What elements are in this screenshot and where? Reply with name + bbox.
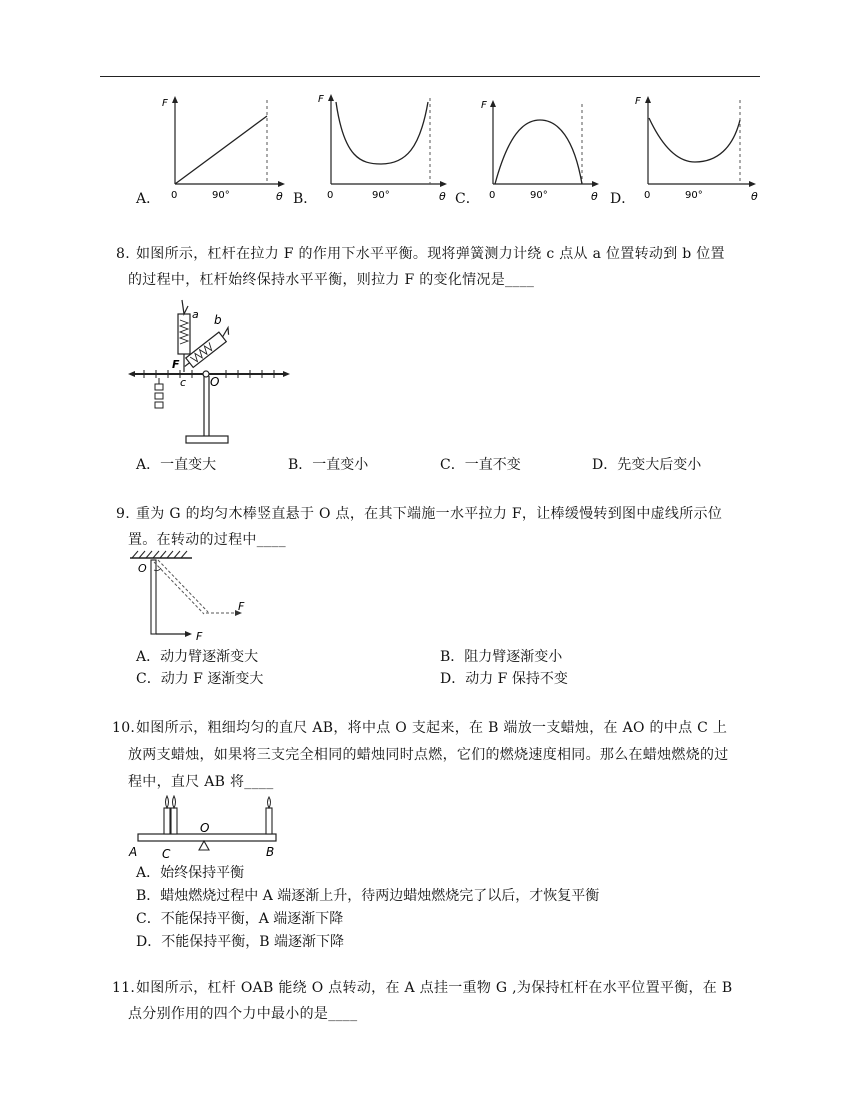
graph-c-x-label: θ xyxy=(591,190,598,203)
q9-label-F-dashed: F xyxy=(238,600,245,613)
q8-label-c: c xyxy=(180,376,187,389)
q9-line1: 重为 G 的均匀木棒竖直悬于 O 点，在其下端施一水平拉力 F，让棒缓慢转到图中虚线所示位 xyxy=(136,506,723,522)
q8-option-b[interactable]: B．一直变小 xyxy=(288,457,369,473)
q10-line1: 如图所示，粗细均匀的直尺 AB，将中点 O 支起来，在 B 端放一支蜡烛，在 AO 的中点 C 上 xyxy=(136,720,728,736)
q9-label-O: O xyxy=(138,562,147,575)
graph-d-y-label: F xyxy=(635,96,641,107)
graph-d-origin: 0 xyxy=(644,190,651,201)
q9-option-c[interactable]: C．动力 F 逐渐变大 xyxy=(136,671,264,687)
graph-a-y-label: F xyxy=(162,98,168,109)
graph-c-origin: 0 xyxy=(489,190,496,201)
q8-figure xyxy=(126,296,296,448)
q10-line3: 程中，直尺 AB 将____ xyxy=(128,774,274,790)
graph-b-origin: 0 xyxy=(327,190,334,201)
q8-label-a: a xyxy=(192,308,199,321)
q11-number: 11. xyxy=(112,980,136,996)
q8-number: 8. xyxy=(116,246,130,262)
q10-label-A: A xyxy=(129,845,138,859)
graph-b xyxy=(316,88,456,206)
q8-label-F: F xyxy=(172,358,180,371)
q10-option-a[interactable]: A．始终保持平衡 xyxy=(136,865,245,881)
q9-option-a[interactable]: A．动力臂逐渐变大 xyxy=(136,649,259,665)
graph-b-tick-90: 90° xyxy=(372,190,390,201)
q10-figure xyxy=(126,792,286,860)
q10-line2: 放两支蜡烛，如果将三支完全相同的蜡烛同时点燃，它们的燃烧速度相同。那么在蜡烛燃烧的过 xyxy=(128,747,729,763)
graph-b-letter: B． xyxy=(293,191,318,207)
q9-number: 9. xyxy=(116,506,130,522)
q8-option-c[interactable]: C．一直不变 xyxy=(440,457,521,473)
graph-a-x-label: θ xyxy=(276,190,283,203)
graph-c-tick-90: 90° xyxy=(530,190,548,201)
graph-a-origin: 0 xyxy=(171,190,178,201)
graph-b-y-label: F xyxy=(318,94,324,105)
q11-line1: 如图所示，杠杆 OAB 能绕 O 点转动，在 A 点挂一重物 G ,为保持杠杆在水平位置平衡，在 B xyxy=(136,980,733,996)
q10-option-d[interactable]: D．不能保持平衡，B 端逐渐下降 xyxy=(136,934,344,950)
graph-c xyxy=(478,96,613,208)
graph-d-tick-90: 90° xyxy=(685,190,703,201)
graph-b-x-label: θ xyxy=(439,190,446,203)
q9-label-F-bottom: F xyxy=(196,630,203,643)
graph-c-letter: C． xyxy=(455,191,480,207)
q8-option-a[interactable]: A．一直变大 xyxy=(136,457,217,473)
graph-d-x-label: θ xyxy=(751,190,758,203)
q10-label-O: O xyxy=(200,821,210,835)
graph-a-tick-90: 90° xyxy=(212,190,230,201)
q10-option-b[interactable]: B．蜡烛燃烧过程中 A 端逐渐上升，待两边蜡烛燃烧完了以后，才恢复平衡 xyxy=(136,888,600,904)
graph-d xyxy=(633,92,768,206)
q8-option-d[interactable]: D．先变大后变小 xyxy=(592,457,702,473)
q8-line1: 如图所示，杠杆在拉力 F 的作用下水平平衡。现将弹簧测力计绕 c 点从 a 位置转动到 b 位置 xyxy=(136,246,725,262)
q10-label-B: B xyxy=(266,845,275,859)
q8-line2: 的过程中，杠杆始终保持水平平衡，则拉力 F 的变化情况是____ xyxy=(128,272,535,288)
header-rule xyxy=(100,76,760,77)
q9-figure xyxy=(126,548,266,644)
graph-a xyxy=(160,92,290,207)
q9-option-b[interactable]: B．阻力臂逐渐变小 xyxy=(440,649,563,665)
q10-option-c[interactable]: C．不能保持平衡，A 端逐渐下降 xyxy=(136,911,344,927)
q9-option-d[interactable]: D．动力 F 保持不变 xyxy=(440,671,568,687)
q8-label-O: O xyxy=(210,375,220,389)
q8-label-b: b xyxy=(214,313,222,327)
q10-label-C: C xyxy=(162,847,171,861)
graph-a-letter: A． xyxy=(136,191,161,207)
graph-c-y-label: F xyxy=(481,100,487,111)
q9-line2: 置。在转动的过程中____ xyxy=(128,532,286,548)
q10-number: 10. xyxy=(112,720,136,736)
q11-line2: 点分别作用的四个力中最小的是____ xyxy=(128,1006,358,1022)
graph-d-letter: D． xyxy=(610,191,636,207)
